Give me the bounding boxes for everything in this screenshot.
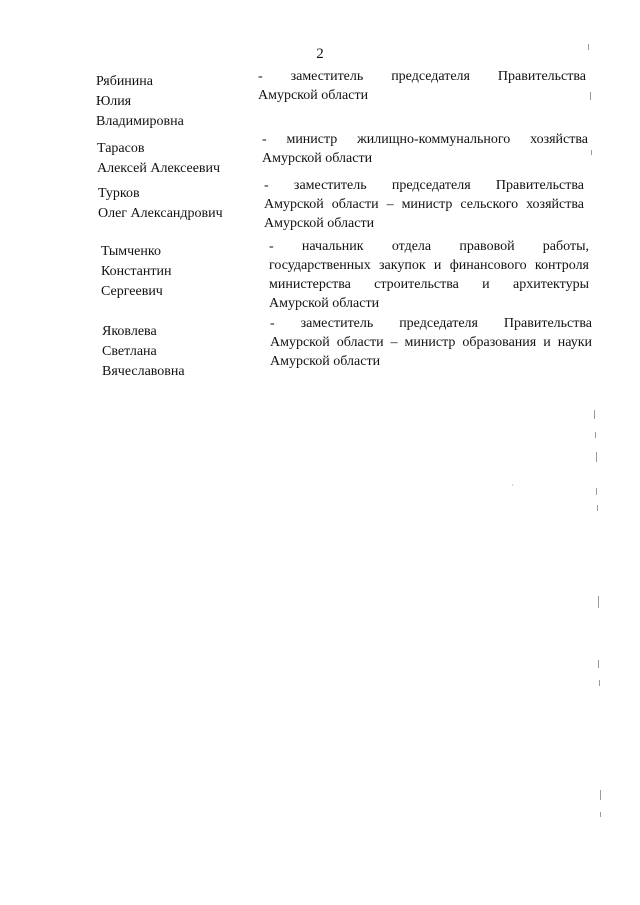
member-surname: Рябинина — [96, 74, 153, 89]
member-first-name-patronymic: Олег Александрович — [98, 206, 223, 221]
position-line: Амурской области – министр образования и науки — [270, 335, 592, 350]
position-line: Амурской области — [262, 151, 373, 166]
position-line: - заместитель председателя Правительства — [270, 316, 592, 331]
member-first-name: Светлана — [102, 344, 157, 359]
member-surname: Турков — [98, 186, 140, 201]
member-first-name-patronymic: Алексей Алексеевич — [97, 161, 221, 176]
member-name — [97, 139, 220, 179]
member-position — [269, 237, 589, 313]
position-line: Амурской области — [258, 88, 369, 103]
position-line: - начальник отдела правовой работы, — [269, 239, 589, 254]
position-line: Амурской области – министр сельского хозяйства — [264, 197, 584, 212]
member-first-name: Юлия — [96, 94, 132, 109]
position-line: государственных закупок и финансового контроля — [269, 258, 589, 273]
member-position — [262, 130, 588, 168]
member-name — [101, 242, 171, 302]
position-line: Амурской области — [270, 354, 381, 369]
member-name — [98, 184, 223, 224]
member-patronymic: Владимировна — [96, 114, 184, 129]
member-surname: Тарасов — [97, 141, 145, 156]
member-name — [96, 72, 184, 132]
position-line: - министр жилищно-коммунального хозяйства — [262, 132, 588, 147]
position-line: - заместитель председателя Правительства — [258, 69, 586, 84]
member-position — [264, 176, 584, 233]
member-surname: Яковлева — [102, 324, 157, 339]
page-number: 2 — [316, 46, 324, 62]
member-first-name: Константин — [101, 264, 172, 279]
member-position — [270, 314, 592, 371]
member-patronymic: Сергеевич — [101, 284, 163, 299]
member-position — [258, 67, 586, 105]
position-line: - заместитель председателя Правительства — [264, 178, 584, 193]
member-name — [102, 322, 185, 382]
position-line: Амурской области — [264, 216, 375, 231]
position-line: Амурской области — [269, 296, 380, 311]
position-line: министерства строительства и архитектуры — [269, 277, 589, 292]
member-patronymic: Вячеславовна — [102, 364, 185, 379]
member-surname: Тымченко — [101, 244, 161, 259]
